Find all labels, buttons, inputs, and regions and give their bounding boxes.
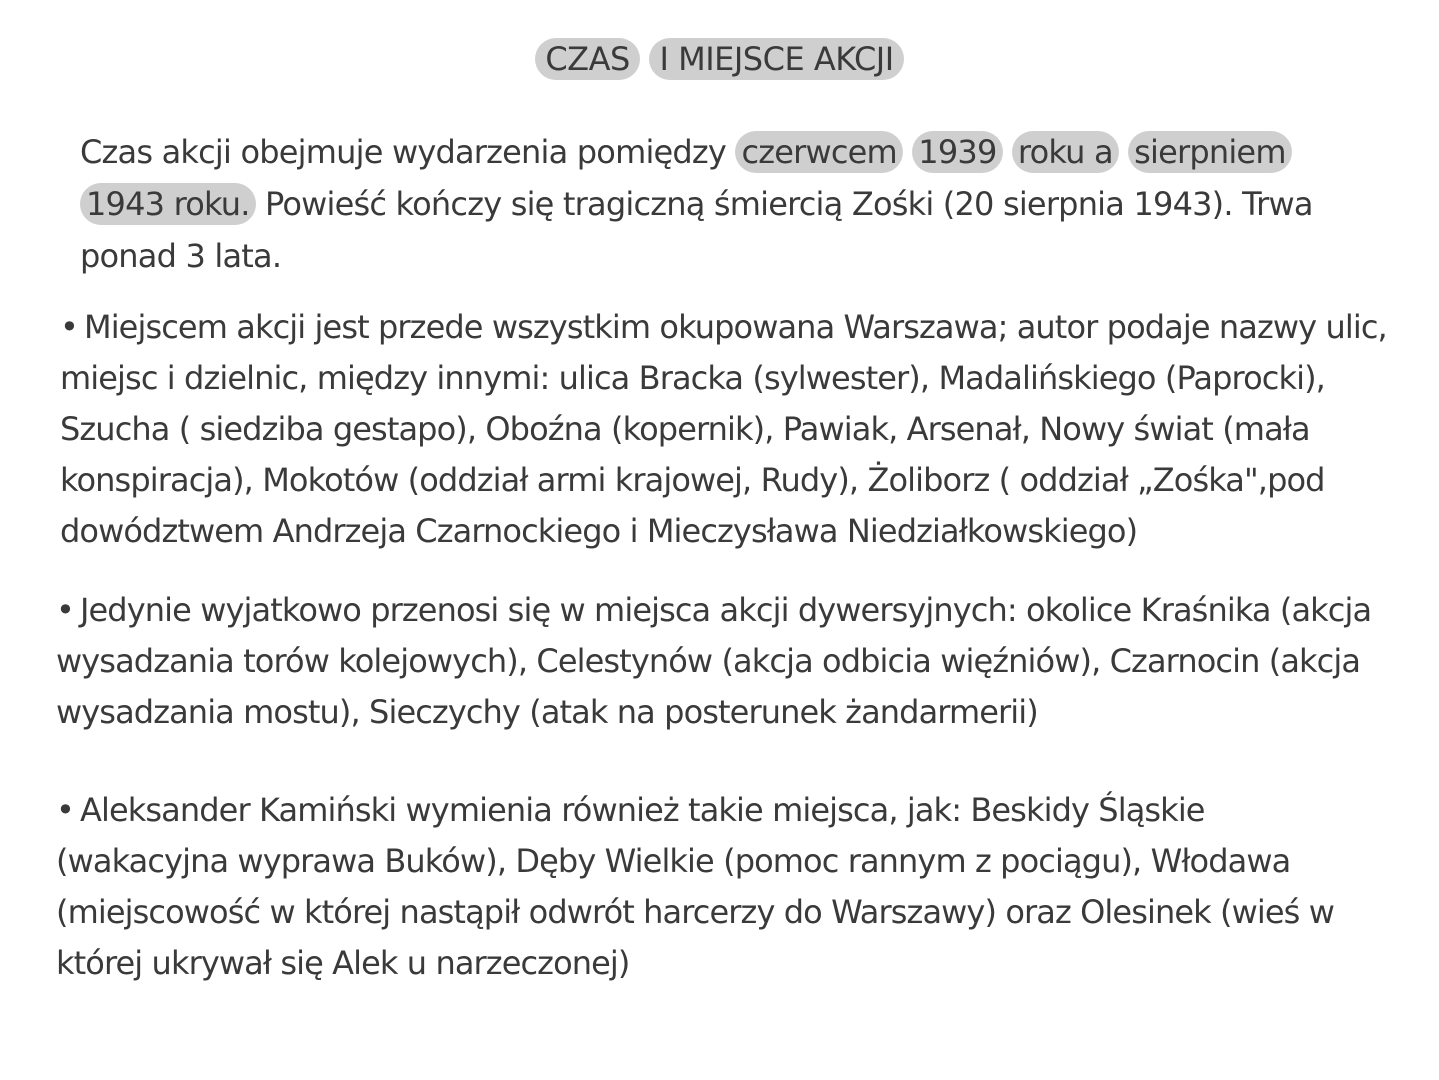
intro-paragraph [80, 126, 1380, 282]
bullet-inne-miejsca [56, 785, 1386, 989]
bullet-marker: • [56, 591, 74, 629]
bullet-marker: • [56, 791, 74, 829]
intro-space [1119, 133, 1128, 171]
intro-text: Czas akcji obejmuje wydarzenia pomiędzy [80, 133, 736, 171]
bullet-marker: • [60, 308, 78, 346]
intro-space [903, 133, 912, 171]
page-title [0, 36, 1439, 82]
title-highlight-miejsce: I MIEJSCE AKCJI [649, 38, 903, 80]
bullet-text: Miejscem akcji jest przede wszystkim okupowana Warszawa; autor podaje nazwy ulic, miejsc i dzielnic, między innymi: ulica Bracka (sylwester), Madalińskiego (Paprocki), Szucha ( siedziba gestapo), Oboźna (kopernik), Pawiak, Arsenał, Nowy świat (mała konspiracja), Mokotów (oddział armi krajowej, Rudy), Żoliborz ( oddział „Zośka",pod dowództwem Andrzeja Czarnockiego i Mieczysława Niedziałkowskiego) [60, 308, 1387, 550]
bullet-akcje-dywersyjne [56, 585, 1386, 738]
bullet-text: Jedynie wyjatkowo przenosi się w miejsca akcji dywersyjnych: okolice Kraśnika (akcja wysadzania torów kolejowych), Celestynów (akcja odbicia więźniów), Czarnocin (akcja wysadzania mostu), Sieczychy (atak na posterunek żandarmerii) [56, 591, 1372, 731]
intro-space [1003, 133, 1012, 171]
highlight-1943-roku: 1943 roku. [80, 183, 256, 225]
highlight-1939: 1939 [912, 131, 1002, 173]
bullet-text: Aleksander Kamiński wymienia również takie miejsca, jak: Beskidy Śląskie (wakacyjna wyprawa Buków), Dęby Wielkie (pomoc rannym z pociągu), Włodawa (miejscowość w której nastąpił odwrót harcerzy do Warszawy) oraz Olesinek (wieś w której ukrywał się Alek u narzeczonej) [56, 791, 1334, 982]
highlight-roku-a: roku a [1012, 131, 1119, 173]
title-highlight-czas: CZAS [535, 38, 639, 80]
highlight-sierpniem: sierpniem [1128, 131, 1292, 173]
intro-text-end: Powieść kończy się tragiczną śmiercią Zośki (20 sierpnia 1943). Trwa ponad 3 lata. [80, 185, 1313, 275]
bullet-warszawa [60, 302, 1405, 557]
highlight-czerwcem: czerwcem [735, 131, 902, 173]
